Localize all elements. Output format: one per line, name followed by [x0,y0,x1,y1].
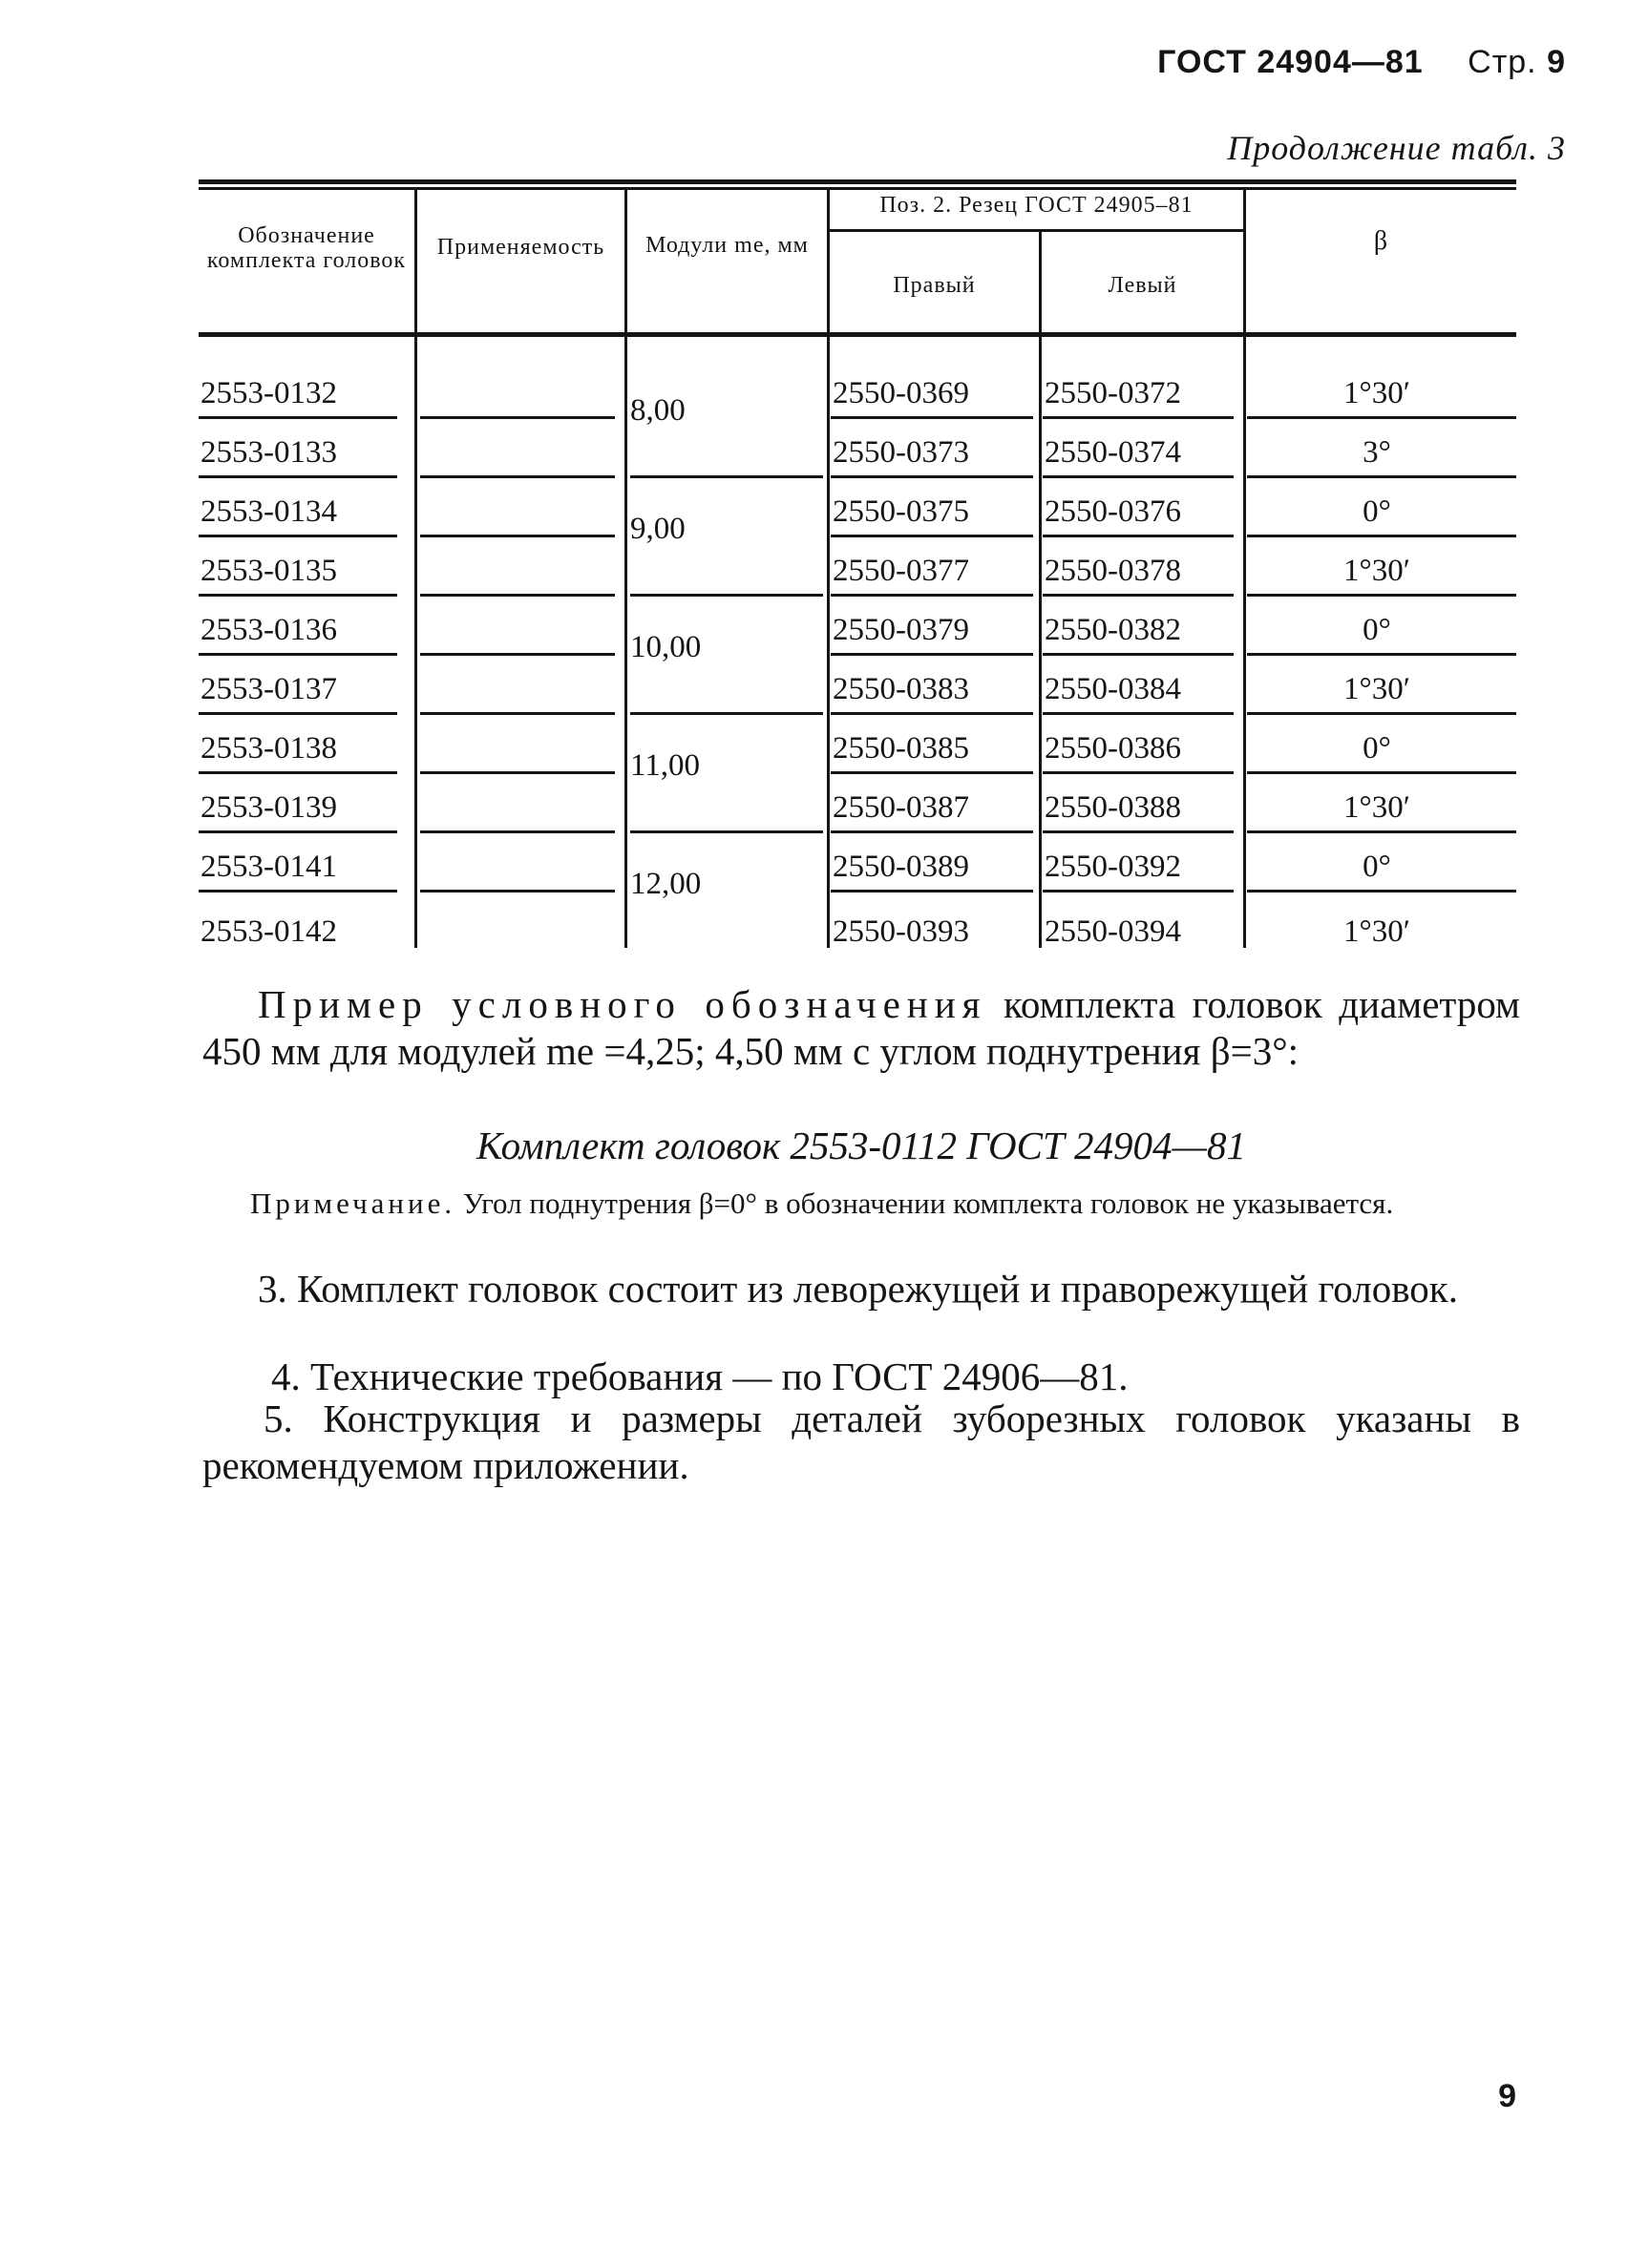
standard-number: ГОСТ 24904—81 [1157,44,1424,80]
note-label: Примечание. [250,1186,456,1220]
header-modules: Модули mе, мм [645,233,809,258]
note-paragraph [202,1184,1520,1224]
row-6-right: 2550-0383 [833,672,969,706]
page-header [1157,44,1566,81]
row-6-beta: 1°30′ [1343,672,1410,706]
row-8-designation: 2553-0139 [201,790,337,825]
row-5-designation: 2553-0136 [201,613,337,647]
example-designation: Комплект головок 2553-0112 ГОСТ 24904—81 [475,1124,1246,1167]
header-cutter-group: Поз. 2. Резец ГОСТ 24905–81 [879,193,1194,218]
example-lead: Пример условного обозначения [258,982,987,1026]
header-right: Правый [893,273,976,298]
row-8-right: 2550-0387 [833,790,969,825]
row-3-beta: 0° [1363,494,1391,529]
module-2: 9,00 [630,512,686,546]
row-7-left: 2550-0386 [1045,731,1181,766]
row-9-beta: 0° [1363,850,1391,884]
header-left: Левый [1108,273,1177,298]
row-5-left: 2550-0382 [1045,613,1181,647]
row-6-designation: 2553-0137 [201,672,337,706]
row-9-left: 2550-0392 [1045,850,1181,884]
row-2-designation: 2553-0133 [201,435,337,470]
row-4-beta: 1°30′ [1343,554,1410,588]
row-8-beta: 1°30′ [1343,790,1410,825]
page-number-header: 9 [1547,44,1566,80]
row-3-left: 2550-0376 [1045,494,1181,529]
page-prefix: Стр. [1468,44,1537,80]
row-8-left: 2550-0388 [1045,790,1181,825]
data-table [199,179,1516,955]
row-10-designation: 2553-0142 [201,914,337,949]
row-2-right: 2550-0373 [833,435,969,470]
row-10-beta: 1°30′ [1343,914,1410,949]
row-3-designation: 2553-0134 [201,494,337,529]
module-5: 12,00 [630,867,702,901]
row-5-right: 2550-0379 [833,613,969,647]
header-applicability: Применяемость [436,235,605,260]
row-2-beta: 3° [1363,435,1391,470]
example-text: комплекта головок диаметром 450 мм для модулей mе =4,25; 4,50 мм с углом поднутрения β=3°: [202,982,1520,1073]
page-number: 9 [1498,2078,1516,2114]
item-4: 4. Технические требования — по ГОСТ 24906—81. [271,1354,1129,1398]
row-1-beta: 1°30′ [1343,376,1410,410]
row-4-right: 2550-0377 [833,554,969,588]
module-3: 10,00 [630,630,702,664]
module-1: 8,00 [630,393,686,428]
row-10-right: 2550-0393 [833,914,969,949]
row-10-left: 2550-0394 [1045,914,1181,949]
item-3: 3. Комплект головок состоит из леворежущей и праворежущей головок. [258,1267,1458,1311]
row-1-right: 2550-0369 [833,376,969,410]
row-1-left: 2550-0372 [1045,376,1181,410]
row-4-designation: 2553-0135 [201,554,337,588]
note-text: Угол поднутрения β=0° в обозначении комплекта головок не указывается. [455,1186,1394,1220]
row-7-beta: 0° [1363,731,1391,766]
row-7-designation: 2553-0138 [201,731,337,766]
module-4: 11,00 [630,748,701,783]
row-9-designation: 2553-0141 [201,850,337,884]
item-5: 5. Конструкция и размеры деталей зуборезных головок указаны в рекомендуемом приложении. [202,1396,1520,1487]
row-7-right: 2550-0385 [833,731,969,766]
page-label [1468,44,1566,80]
example-paragraph [202,981,1520,1075]
row-9-right: 2550-0389 [833,850,969,884]
row-5-beta: 0° [1363,613,1391,647]
row-1-designation: 2553-0132 [201,376,337,410]
row-6-left: 2550-0384 [1045,672,1181,706]
row-2-left: 2550-0374 [1045,435,1181,470]
header-beta: β [1373,226,1389,256]
row-4-left: 2550-0378 [1045,554,1181,588]
row-3-right: 2550-0375 [833,494,969,529]
table-caption: Продолжение табл. 3 [1227,129,1566,167]
header-designation: Обозначение комплекта головок [206,223,407,273]
